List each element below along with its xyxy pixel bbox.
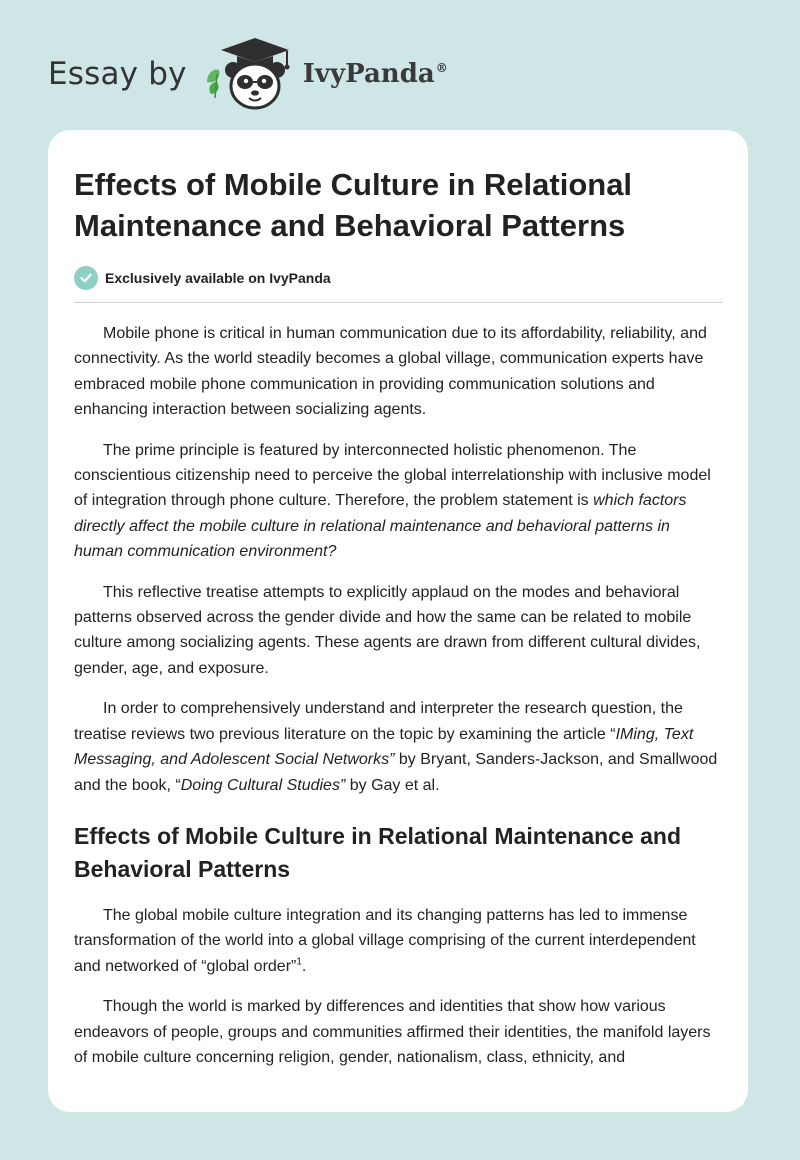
leaf-icon <box>207 70 219 99</box>
check-icon <box>74 266 98 290</box>
footnote-ref[interactable]: 1 <box>296 956 302 968</box>
paragraph-6: Though the world is marked by differences and identities that show how various endeavors of people, groups and communities affirmed their identities, the manifold layers of mobile culture concerning religion, gender, nationalism, class, ethnicity, and <box>74 998 711 1066</box>
article-citation: IMing, Text Messaging, and Adolescent Social Networks” <box>74 725 694 769</box>
registered-mark: ® <box>435 61 448 75</box>
section-heading: Effects of Mobile Culture in Relational Maintenance and Behavioral Patterns <box>74 822 682 882</box>
essay-title: Effects of Mobile Culture in Relational Maintenance and Behavioral Patterns <box>74 167 633 243</box>
paragraph-2: The prime principle is featured by interconnected holistic phenomenon. The conscientious citizenship need to perceive the global interrelationship with inclusive model of integration through phone culture. Therefore, the problem statement is which factors directly affect the mobile culture in relational maintenance and behavioral patterns in human communication environment? <box>74 441 711 561</box>
essay-by-label: Essay by <box>48 56 187 92</box>
paragraph-4: In order to comprehensively understand and interpreter the research question, the treatise reviews two previous literature on the topic by examining the article “IMing, Text Messaging, and Adolescent Social Networks” by Bryant, Sanders-Jackson, and Smallwood and the book, “Doing Cultural Studies” by Gay et al. <box>74 700 718 794</box>
site-header <box>48 34 448 114</box>
problem-statement: which factors directly affect the mobile culture in relational maintenance and behavioral patterns in human communication environment? <box>74 492 687 561</box>
panda-logo-icon[interactable] <box>203 36 295 112</box>
exclusive-label: Exclusively available on IvyPanda <box>105 270 331 286</box>
paragraph-1: Mobile phone is critical in human communication due to its affordability, reliability, and connectivity. As the world steadily becomes a global village, communication experts have embraced mobile phone communication in providing communication solutions and enhancing interaction between socializing agents. <box>74 325 707 419</box>
book-citation: Doing Cultural Studies” <box>180 776 346 794</box>
exclusive-badge <box>74 266 722 303</box>
brand-name[interactable]: IvyPanda® <box>302 59 448 89</box>
essay-card <box>48 130 748 1112</box>
paragraph-5: The global mobile culture integration and its changing patterns has led to immense transformation of the world into a global village comprising of the current interdependent and networked of “global order”$^1$. <box>74 906 696 975</box>
paragraph-3: This reflective treatise attempts to explicitly applaud on the modes and behavioral patterns observed across the gender divide and how the same can be related to mobile culture among socializing agents. These agents are drawn from different cultural divides, gender, age, and exposure. <box>74 583 701 677</box>
